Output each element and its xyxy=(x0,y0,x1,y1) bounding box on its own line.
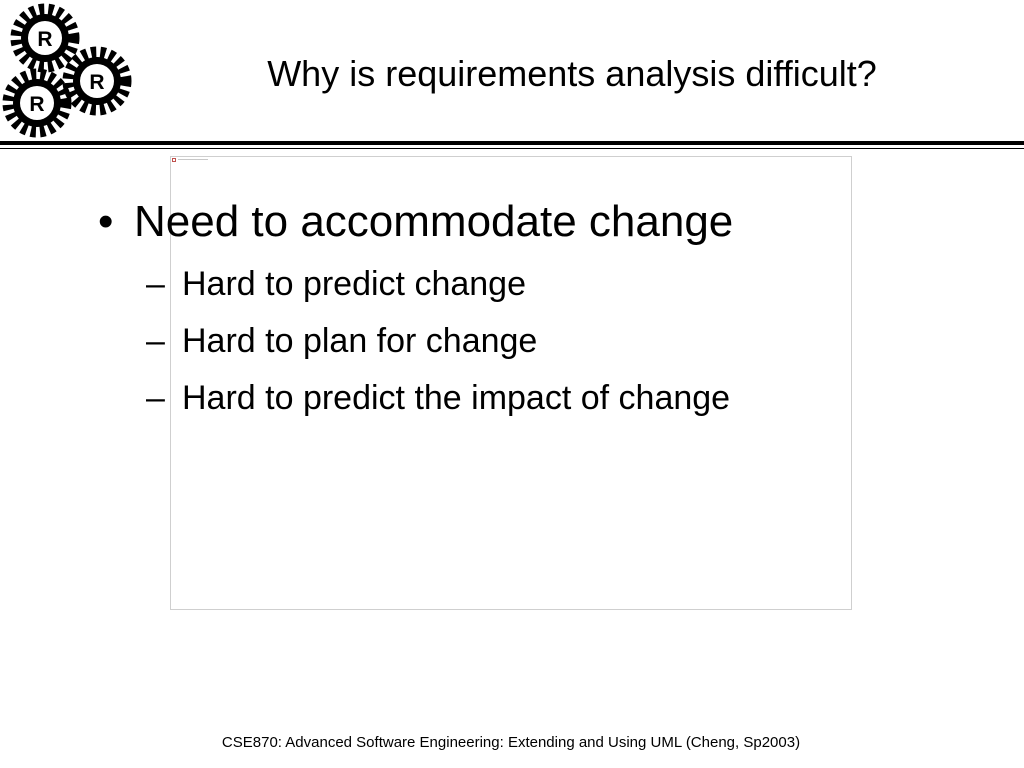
bullet-marker: • xyxy=(98,197,114,246)
bullet-item xyxy=(98,196,733,248)
sub-bullet-marker: – xyxy=(146,379,165,417)
title-divider-thick xyxy=(0,141,1024,145)
sub-bullet-text: Hard to plan for change xyxy=(182,322,538,360)
bullet-text: Need to accommodate change xyxy=(134,197,734,246)
slide-footer xyxy=(0,733,1024,753)
sub-bullet-marker: – xyxy=(146,265,165,303)
gear-letter: R xyxy=(37,28,53,51)
gear-icon xyxy=(9,75,65,131)
footer-text: CSE870: Advanced Software Engineering: Extending and Using UML (Cheng, Sp2003) xyxy=(221,734,801,751)
sub-bullet-item xyxy=(146,378,730,418)
gear-letter: R xyxy=(89,71,105,94)
sub-bullet-text: Hard to predict change xyxy=(182,265,526,303)
gear-icon xyxy=(69,53,125,109)
embedded-object-icon xyxy=(172,158,176,162)
sub-bullet-item xyxy=(146,321,537,361)
title-divider-thin xyxy=(0,148,1024,149)
slide-title: Why is requirements analysis difficult? xyxy=(267,53,877,94)
gear-letter: R xyxy=(29,93,45,116)
gear-icon xyxy=(17,10,73,66)
sub-bullet-marker: – xyxy=(146,322,165,360)
gears-logo xyxy=(0,0,140,140)
sub-bullet-item xyxy=(146,264,526,304)
embedded-object-caption xyxy=(178,159,208,160)
sub-bullet-text: Hard to predict the impact of change xyxy=(182,379,731,417)
